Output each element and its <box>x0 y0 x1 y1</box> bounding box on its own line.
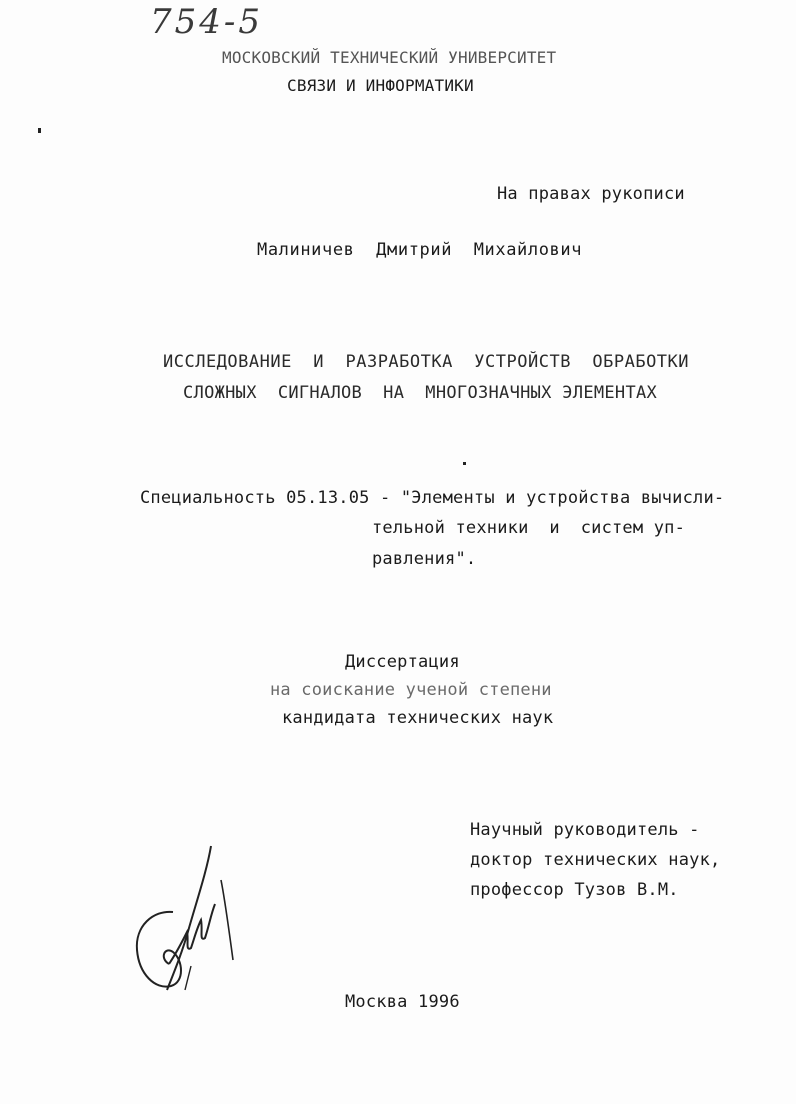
specialty-line3: равления". <box>372 549 477 569</box>
dissertation-title-line2: СЛОЖНЫХ СИГНАЛОВ НА МНОГОЗНАЧНЫХ ЭЛЕМЕНТАХ <box>183 383 658 403</box>
place-and-year: Москва 1996 <box>345 992 460 1012</box>
manuscript-rights-note: На правах рукописи <box>497 184 685 204</box>
dissertation-title-line1: ИССЛЕДОВАНИЕ И РАЗРАБОТКА УСТРОЙСТВ ОБРАБОТКИ <box>163 352 690 372</box>
scan-mark <box>463 462 466 465</box>
specialty-line2: тельной техники и систем уп- <box>372 518 686 538</box>
supervisor-degree: доктор технических наук, <box>470 850 721 870</box>
institution-name-line1: МОСКОВСКИЙ ТЕХНИЧЕСКИЙ УНИВЕРСИТЕТ <box>222 48 557 67</box>
supervisor-label: Научный руководитель - <box>470 820 700 840</box>
degree-name: кандидата технических наук <box>282 708 554 728</box>
scan-mark <box>38 128 41 133</box>
handwritten-archive-number: 754-5 <box>150 2 264 42</box>
degree-purpose: на соискание ученой степени <box>270 680 552 700</box>
author-name: Малиничев Дмитрий Михайлович <box>257 240 583 260</box>
institution-name-line2: СВЯЗИ И ИНФОРМАТИКИ <box>287 76 474 95</box>
specialty-line1: Специальность 05.13.05 - "Элементы и устройства вычисли- <box>140 488 725 508</box>
dissertation-label: Диссертация <box>345 652 460 672</box>
handwritten-signature <box>125 840 245 1000</box>
supervisor-name: профессор Тузов В.М. <box>470 880 679 900</box>
